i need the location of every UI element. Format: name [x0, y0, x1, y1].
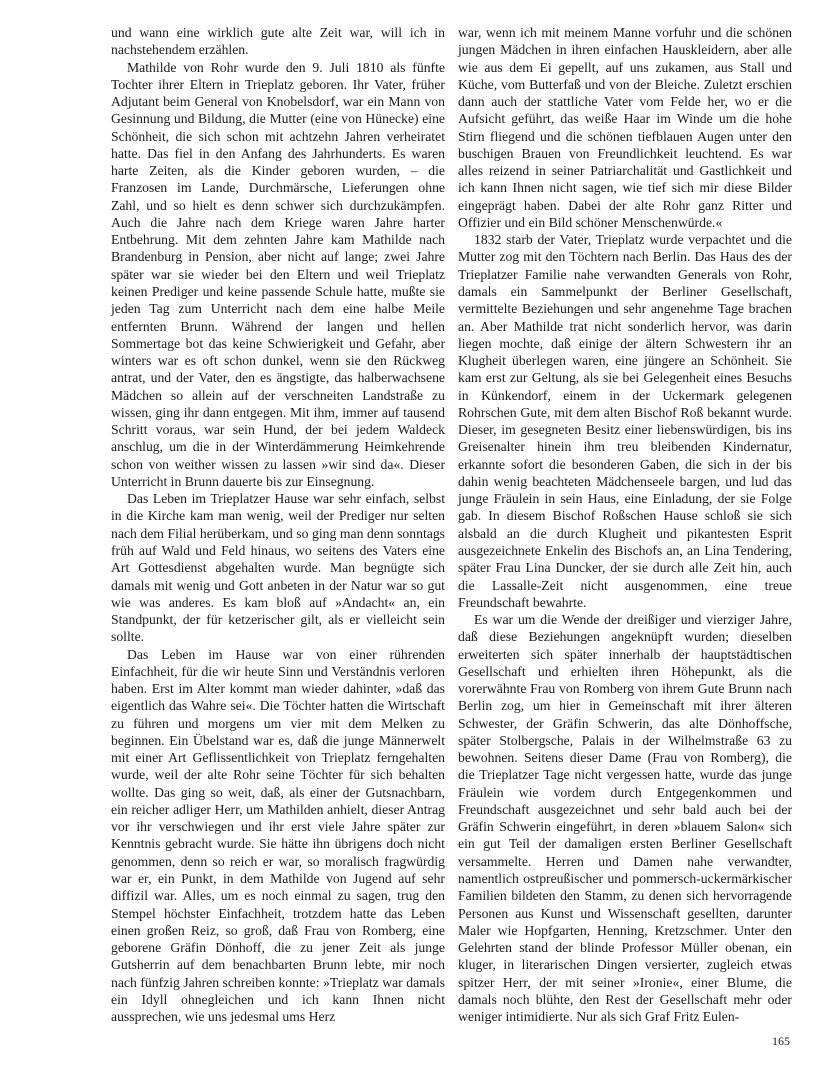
paragraph: und wann eine wirklich gute alte Zeit war, will ich in nachstehendem erzählen. — [111, 25, 445, 58]
left-column — [111, 24, 445, 1025]
right-column — [458, 24, 792, 1025]
page-number: 165 — [772, 1034, 790, 1048]
paragraph: war, wenn ich mit meinem Manne vorfuhr und die schönen jungen Mädchen in ihren einfachen Hauskleidern, aber alle wie aus dem Ei gepellt, auf uns zukamen, aus Stall und Küche, vom Butterfaß und von der Bleiche. Zuletzt erschien dann auch der stattliche Vater vom Felde her, wo er die Aufsicht geführt, das weiße Haar im Winde um die hohe Stirn fliegend und die schönen tiefblauen Augen unter den buschigen Brauen von Freundlichkeit leuchtend. Es war alles reizend in seiner Patriarchalität und Gastlichkeit und ich kann Ihnen nicht sagen, wie tief sich mir diese Bilder eingeprägt haben. Dabei der alte Rohr ganz Ritter und Offizier und ein Bild schöner Menschenwürde.« — [458, 25, 792, 230]
paragraph: Das Leben im Trieplatzer Hause war sehr einfach, selbst in die Kirche kam man wenig, weil der Prediger nur selten nach dem Filial herüberkam, und so ging man denn sonntags früh auf Wald und Feld hinaus, wo seitens des Vaters eine Art Gottesdienst abgehalten wurde. Man begnügte sich damals mit wenig und Gott anbeten in der Natur war so gut wie was anderes. Es kam bloß auf »Andacht« an, ein Standpunkt, der für ketzerischer gilt, als er vielleicht sein sollte. — [111, 491, 445, 645]
paragraph: Das Leben im Hause war von einer rührenden Einfachheit, für die wir heute Sinn und Verständnis verloren haben. Erst im Alter kommt man wieder dahinter, »daß das eigentlich das Wahre sei«. Die Töchter hatten die Wirtschaft zu führen und morgens um vier mit dem Melken zu beginnen. Ein Übelstand war es, daß die junge Männerwelt mit einer Art Geflissentlichkeit von Trieplatz ferngehalten wurde, weil der alte Rohr seine Töchter für sich behalten wollte. Das ging so weit, daß, als einer der Gutsnachbarn, ein reicher adliger Herr, um Mathilden anhielt, dieser Antrag vor ihr verschwiegen und ihr erst viele Jahre später zur Kenntnis gebracht wurde. Sie hätte ihn übrigens doch nicht genommen, denn so reich er war, so moralisch fragwürdig war er, ein Punkt, in dem Mathilde von Jugend auf sehr diffizil war. Alles, um es noch einmal zu sagen, trug den Stempel höchster Einfachheit, trotzdem hatte das Leben einen großen Reiz, so groß, daß Frau von Romberg, eine geborene Gräfin Dönhoff, die zu jener Zeit als junge Gutsherrin auf dem benachbarten Brunn lebte, mir noch nach fünfzig Jahren schreiben konnte: »Trieplatz war damals ein Idyll ohnegleichen und ich kann Ihnen nicht aussprechen, wie uns jedesmal ums Herz — [111, 646, 445, 1025]
paragraph: Mathilde von Rohr wurde den 9. Juli 1810 als fünfte Tochter ihrer Eltern in Trieplatz geboren. Ihr Vater, früher Adjutant beim General von Knobelsdorf, war ein Mann von Gesinnung und Bildung, die Mutter (eine von Hünecke) eine Schönheit, die sich schon mit achtzehn Jahren verheiratet hatte. Das fiel in den Anfang des Jahrhunderts. Es waren harte Zeiten, als die Kinder geboren wurden, – die Franzosen im Lande, Durchmärsche, Lieferungen ohne Zahl, und so hielt es denn schwer sich durchzukämpfen. Auch die Jahre nach dem Kriege waren Jahre harter Entbehrung. Mit dem zehnten Jahre kam Mathilde nach Brandenburg in Pension, aber nicht auf lange; zwei Jahre später war sie wieder bei den Eltern und weil Trieplatz keinen Prediger und keine passende Schule hatte, mußte sie jeden Tag zum Unterricht nach dem eine halbe Meile entfernten Brunn. Während der langen und hellen Sommertage bot das keine Schwierigkeit und Gefahr, aber winters war es oft schon dunkel, wenn sie den Rückweg antrat, und der Vater, den es ängstigte, das halberwachsene Mädchen so allein auf der verschneiten Landstraße zu wissen, ging ihr dann entgegen. Mit ihm, immer auf tausend Schritt voraus, war sein Hund, der bei jedem Waldeck anschlug, um die in der Winterdämmerung Heimkehrende schon von weither wissen zu lassen »wir sind da«. Dieser Unterricht in Brunn dauerte bis zur Einsegnung. — [111, 59, 445, 489]
paragraph: Es war um die Wende der dreißiger und vierziger Jahre, daß diese Beziehungen angeknüpft wurden; dieselben erweiterten sich später innerhalb der hauptstädtischen Gesellschaft und erhielten ihren Höhepunkt, als die vorerwähnte Frau von Romberg von ihrem Gute Brunn nach Berlin zog, um hier in Gemeinschaft mit ihrer älteren Schwester, der Gräfin Schwerin, das alte Dönhoffsche, später Stolbergsche, Palais in der Wilhelmstraße 63 zu bewohnen. Seitens dieser Dame (Frau von Romberg), die die Trieplatzer Tage nicht vergessen hatte, wurde das junge Fräulein wie vordem durch Entgegenkommen und Freundschaft ausgezeichnet und sehr bald auch bei der Gräfin Schwerin eingeführt, in deren »blauem Salon« sich ein gut Teil der damaligen ersten Berliner Gesellschaft versammelte. Herren und Damen nahe verwandter, namentlich ostpreußischer und pommersch-uckermärkischer Familien bildeten den Stamm, zu denen sich hervorragende Personen aus Kunst und Wissenschaft gesellten, darunter Maler wie Hopfgarten, Henning, Kretzschmer. Unter den Gelehrten stand der blinde Professor Müller obenan, ein kluger, in literarischen Dingen versierter, zugleich etwas spitzer Herr, der mit seiner »Ironie«, einer Blume, die damals noch blühte, den Rest der Gesellschaft mehr oder weniger intimidierte. Nur als sich Graf Fritz Eulen- — [458, 612, 792, 1025]
paragraph: 1832 starb der Vater, Trieplatz wurde verpachtet und die Mutter zog mit den Töchtern nach Berlin. Das Haus des der Trieplatzer Familie nahe verwandten Generals von Rohr, damals ein Sammelpunkt der Berliner Gesellschaft, vermittelte Beziehungen und sehr angenehme Tage brachen an. Aber Mathilde trat nicht sonderlich hervor, was darin liegen mochte, daß einige der ältern Schwestern ihr an Klugheit überlegen waren, eine jüngere an Schönheit. Sie kam erst zur Geltung, als sie bei Gelegenheit eines Besuchs in Künkendorf, einem in der Uckermark gelegenen Rohrschen Gute, mit dem alten Bischof Roß bekannt wurde. Dieser, im gesegneten Besitz einer liebenswürdigen, bis ins Greisenalter hinein ihm treu bleibenden Kindernatur, erkannte sofort die besonderen Gaben, die sich in der bis dahin wenig beachteten Mädchenseele bargen, und lud das junge Fräulein in sein Haus, eine Einladung, der sie Folge gab. In diesem Bischof Roßschen Hause schloß sie sich alsbald an die durch Klugheit und pikantesten Esprit ausgezeichnete Enkelin des Bischofs an, an Lina Tendering, später Frau Lina Duncker, der sie durch alle Zeit hin, auch die Lassalle-Zeit nicht ausgenommen, eine treue Freundschaft bewahrte. — [458, 232, 792, 610]
